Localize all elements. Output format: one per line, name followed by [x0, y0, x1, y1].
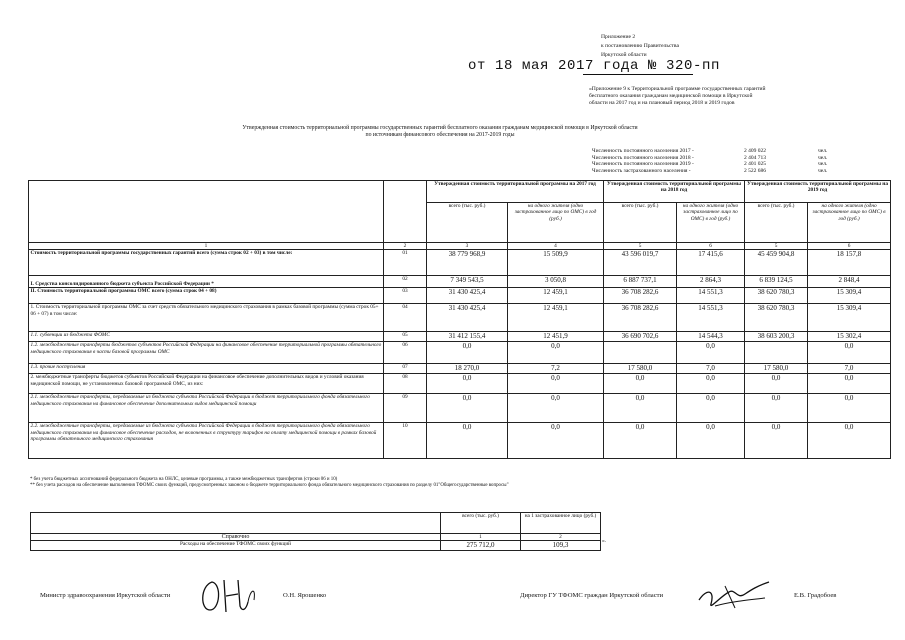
ref-header-total: всего (тыс. руб.) [441, 513, 521, 534]
header-total: всего (тыс. руб.) [604, 203, 677, 243]
header-per-capita: на одного жителя (одно застрахованное лицо по ОМС) в год (руб.) [808, 203, 891, 243]
table-row: 1. Стоимость территориальной программы ОМС за счет средств обязательного медицинского страхования в рамках базовой программы (сумма строк 05+ 06 + 07) в том числе: 04 31 430 425,4 12 459,1 36 708 282,6 14 551,3 38 620 780,3 15 309,4 [29, 304, 891, 332]
table-row: 2.1. межбюджетные трансферты, передаваемые из бюджета субъекта Российской Федерации в бюджет территориального фонда обязательного медицинского страхования на финансовое обеспечение дополнительных видов медицинской помощи 09 0,0 0,0 0,0 0,0 0,0 0,0 [29, 394, 891, 423]
footnote-1: * без учета бюджетных ассигнований федерального бюджета на ОНЛС, целевые программы, а также межбюджетных трансфертов (строки 06 и 10) [30, 477, 338, 482]
reference-table [30, 512, 601, 551]
population-row: Численность постоянного населения 2019 - 2 401 025 чел. [592, 161, 828, 168]
population-row: Численность постоянного населения 2018 - 2 404 713 чел. [592, 154, 828, 161]
header-blank [29, 181, 384, 243]
population-row: Численность застрахованного населения - 2 522 686 чел. [592, 168, 828, 175]
footnote-2: ** без учета расходов на обеспечение выполнения ТФОМС своих функций, предусмотренных законом о бюджете территориального фонда обязательного медицинского страхования по разделу 01"Общегосударственные вопросы" [30, 483, 509, 489]
table-row: 1.3. прочие поступления 07 18 270,0 7,2 17 580,0 7,0 17 580,0 7,0 [29, 364, 891, 374]
appendix-line-3: Иркутской области [601, 52, 647, 58]
minister-title: Министр здравоохранения Иркутской области [40, 592, 171, 599]
cost-table [28, 180, 891, 459]
reference-numbers-row: Справочно 1 2 [31, 534, 601, 541]
end-quote-mark: ». [602, 538, 607, 544]
header-per-capita: на одного жителя (одно застрахованное лицо по ОМС) в год (руб.) [677, 203, 745, 243]
minister-signature [196, 576, 262, 616]
table-row: 2. межбюджетные трансферты бюджетов субъектов Российской Федерации на финансовое обеспечение дополнительных видов и условий оказания медицинской помощи, не установленных базовой программой ОМС, из них: 08 0,0 0,0 0,0 0,0 0,0 0,0 [29, 374, 891, 394]
reference-row: Расходы на обеспечение ТФОМС своих функций 275 712,0 109,3 [31, 541, 601, 551]
table-row: 1.1. субвенции из бюджета ФОМС 05 31 412 155,4 12 451,9 36 690 702,6 14 544,3 38 603 200,3 15 302,4 [29, 332, 891, 342]
director-title: Директор ГУ ТФОМС граждан Иркутской области [520, 592, 664, 599]
table-header-row [29, 181, 891, 203]
header-blank [384, 181, 427, 243]
population-block [592, 148, 882, 175]
decree-underline [583, 74, 693, 75]
table-row: II. Стоимость территориальной программы ОМС всего (сумма строк 04 + 08) 03 31 430 425,4 12 459,1 36 708 282,6 14 551,3 38 620 780,3 15 309,4 [29, 288, 891, 304]
minister-name: О.Н. Ярошенко [283, 592, 327, 599]
header-total: всего (тыс. руб.) [427, 203, 508, 243]
header-2019: Утвержденная стоимость территориальной программы на 2019 год [745, 181, 891, 203]
table-row: 1.2. межбюджетные трансферты бюджетов субъектов Российской Федерации на финансовое обеспечение территориальной программы обязательного медицинского страхования в части базовой программы ОМС 06 0,0 0,0 0,0 0,0 [29, 342, 891, 364]
column-number-row: 1 2 3 4 5 6 5 6 [29, 243, 891, 250]
header-total: всего (тыс. руб.) [745, 203, 808, 243]
reference-header-row [31, 513, 601, 534]
header-2017: Утвержденная стоимость территориальной программы на 2017 год [427, 181, 604, 203]
population-row: Численность постоянного населения 2017 - 2 409 022 чел. [592, 148, 828, 154]
table-row: Стоимость территориальной программы государственных гарантий всего (сумма строк 02 + 03) в том числе: 01 38 779 968,9 15 509,9 43 596 019,7 17 415,6 45 459 904,8 18 157,8 [29, 250, 891, 276]
table-row: 2.2. межбюджетные трансферты, передаваемые из бюджета субъекта Российской Федерации в бюджет территориального фонда обязательного медицинского страхования на финансовое обеспечение расходов, не включенных в структуру тарифов на оплату медицинской помощи в рамках базовой программы обязательного медицинского страхования 10 0,0 0,0 0,0 0,0 0,0 0,0 [29, 423, 891, 459]
decree-date-line: от 18 мая 2017 года № 320-пп [468, 58, 721, 74]
table-row: I. Средства консолидированного бюджета субъекта Российской Федерации * 02 7 349 543,5 3 050,8 6 887 737,1 2 864,3 6 839 124,5 2 848,4 [29, 276, 891, 288]
header-2018: Утвержденная стоимость территориальной программы на 2018 год [604, 181, 745, 203]
ref-header-per-insured: на 1 застрахованное лицо (руб.) [521, 513, 601, 534]
director-name: Е.В. Градобоев [794, 592, 837, 599]
director-signature [695, 578, 773, 614]
appendix-line-2: к постановлению Правительства [601, 43, 679, 49]
document-title: Утвержденная стоимость территориальной программы государственных гарантий бесплатного оказания гражданам медицинской помощи в Иркутской области по источникам финансового обеспечения на 2017-2019 годы [242, 125, 638, 139]
appendix-line-1: Приложение 2 [601, 34, 636, 40]
footnotes [30, 477, 590, 489]
header-per-capita: на одного жителя (одно застрахованное лицо по ОМС) в год (руб.) [508, 203, 604, 243]
annex-reference: «Приложение 9 к Территориальной программе государственных гарантий бесплатного оказания гражданам медицинской помощи в Иркутской области на 2017 год и на плановый период 2018 и 2019 годов [589, 86, 766, 106]
